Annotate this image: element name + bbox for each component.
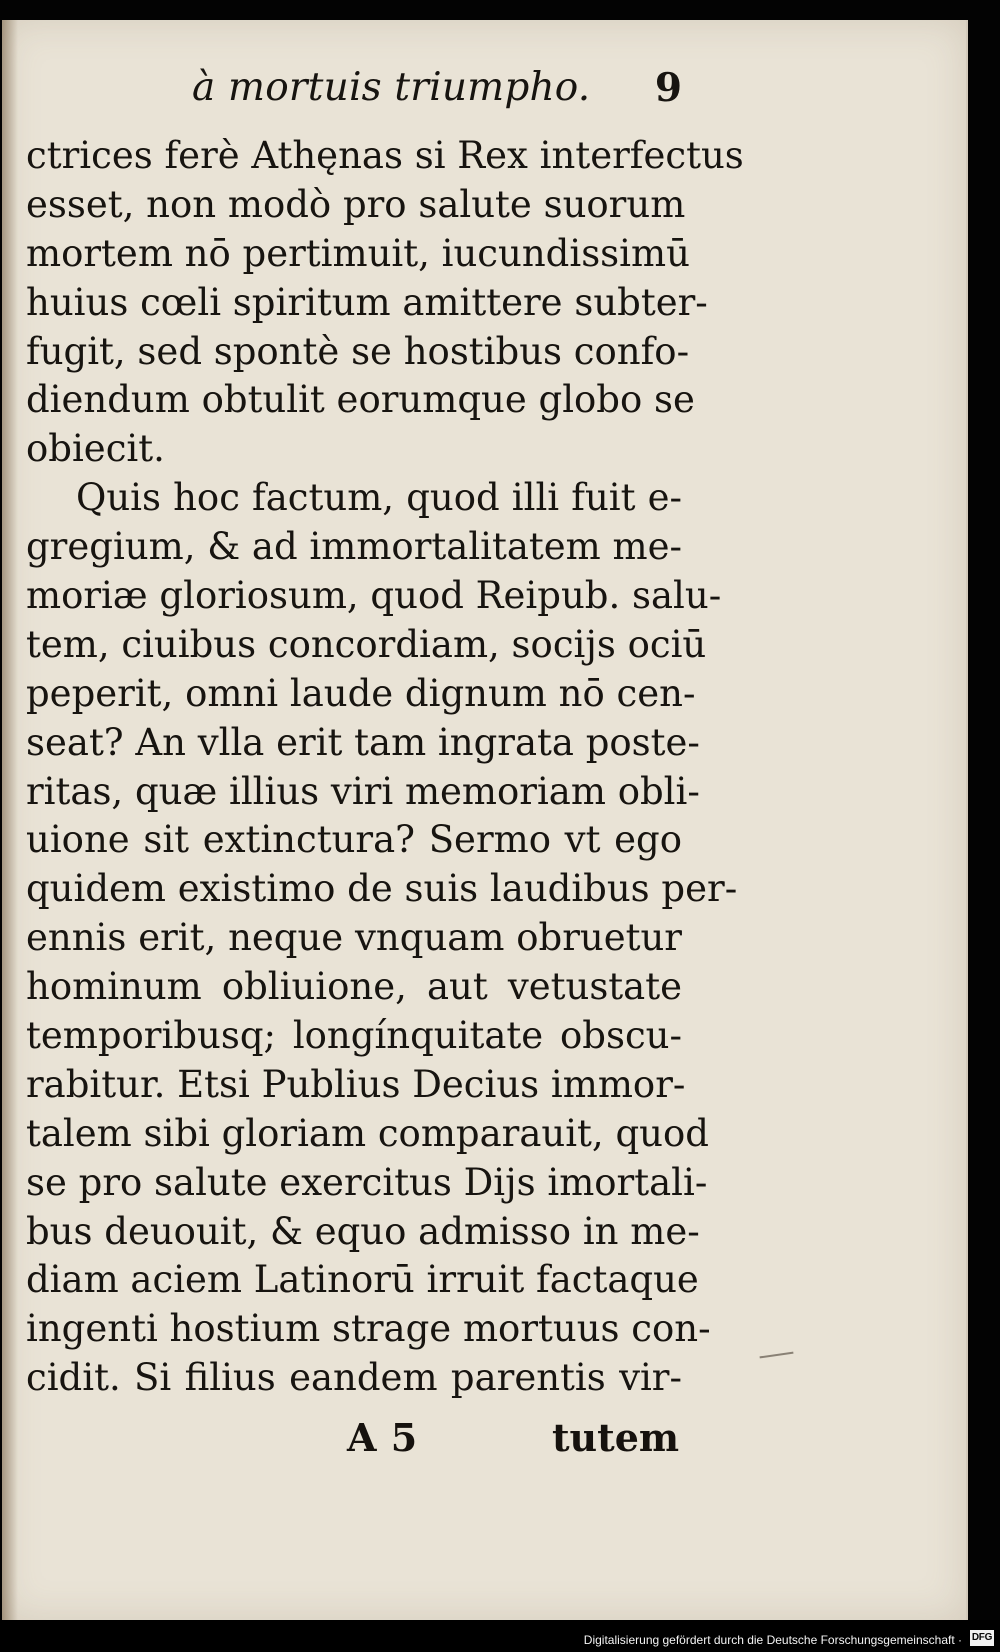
- page-number: 9: [654, 65, 682, 111]
- text-line: talem sibi gloriam comparauit, quod: [26, 1111, 709, 1155]
- text-line: ingenti hostium strage mortuus con-: [26, 1307, 711, 1351]
- text-line: cidit. Si filius eandem parentis vir-: [26, 1356, 682, 1400]
- book-page: [2, 20, 968, 1620]
- text-line: rabitur. Etsi Publius Decius immor-: [26, 1062, 686, 1106]
- text-line: se pro salute exercitus Dijs imortali-: [26, 1160, 708, 1204]
- page-header: [192, 62, 682, 132]
- running-head: à mortuis triumpho.: [192, 65, 591, 110]
- text-line: esset, non modò pro salute suorum: [26, 182, 686, 226]
- text-line: ritas, quæ illius viri memoriam obli-: [26, 769, 700, 813]
- text-line: huius cœli spiritum amittere subter-: [26, 280, 708, 324]
- text-line: ctrices ferè Athęnas si Rex interfectus: [26, 134, 744, 177]
- text-line: temporibusq; longínquitate obscu-: [26, 1014, 682, 1058]
- text-line: fugit, sed spontè se hostibus confo-: [26, 329, 690, 373]
- text-line: Quis hoc factum, quod illi fuit e-: [76, 476, 682, 520]
- body-text: [26, 132, 744, 1403]
- text-line: hominum obliuione, aut vetustate: [26, 965, 682, 1009]
- scan-footer-bar: [0, 1620, 1000, 1652]
- text-line: uione sit extinctura? Sermo vt ego: [26, 818, 682, 862]
- catchword: tutem: [552, 1415, 680, 1460]
- text-line: diendum obtulit eorumque globo se: [26, 378, 695, 422]
- text-line: moriæ gloriosum, quod Reipub. salu-: [26, 574, 722, 618]
- dfg-logo-icon: DFG: [970, 1630, 994, 1646]
- text-line: diam aciem Latinorū irruit factaque: [26, 1258, 699, 1302]
- text-line: bus deuouit, & equo admisso in me-: [26, 1209, 700, 1253]
- ink-mark: [760, 1352, 795, 1366]
- text-line: tem, ciuibus concordiam, socijs ociū: [26, 622, 707, 666]
- text-line: quidem existimo de suis laudibus per-: [26, 867, 738, 911]
- page-gutter-shadow: [2, 20, 18, 1620]
- digitization-credit: Digitalisierung gefördert durch die Deutsche Forschungsgemeinschaft ·: [583, 1633, 962, 1647]
- text-line: peperit, omni laude dignum nō cen-: [26, 671, 696, 715]
- text-line: obiecit.: [26, 427, 165, 471]
- text-line: ennis erit, neque vnquam obruetur: [26, 916, 682, 960]
- text-line: mortem nō pertimuit, iucundissimū: [26, 231, 690, 275]
- text-line: seat? An vlla erit tam ingrata poste-: [26, 720, 700, 764]
- text-line: gregium, & ad immortalitatem me-: [26, 525, 683, 569]
- signature-mark: A 5: [347, 1415, 418, 1460]
